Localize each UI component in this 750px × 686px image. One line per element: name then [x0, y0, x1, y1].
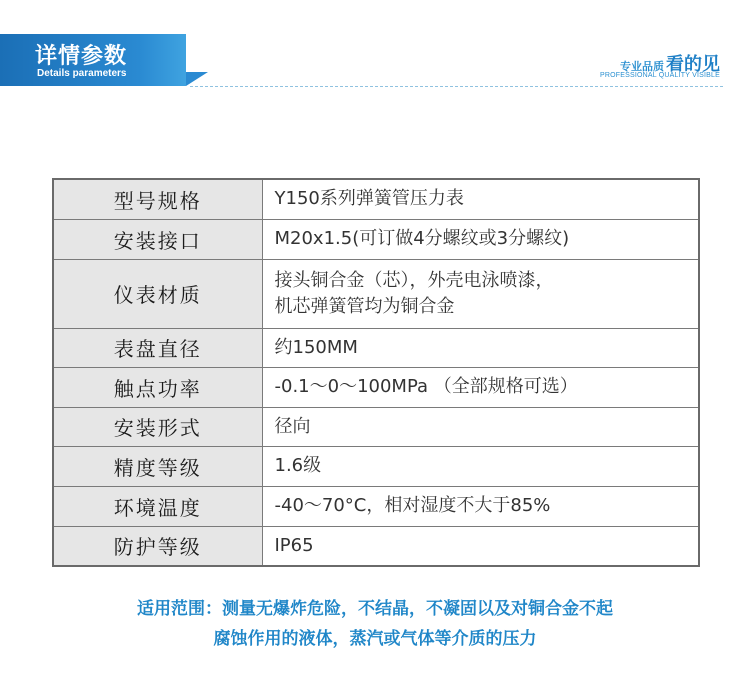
spec-label: 安装形式 [53, 407, 262, 446]
spec-value-line: M20x1.5(可订做4分螺纹或3分螺纹) [274, 228, 570, 249]
table-row [53, 259, 699, 328]
slogan-small: 专业品质 [620, 60, 664, 73]
spec-value [262, 407, 699, 446]
spec-value [262, 486, 699, 526]
spec-value-line: -0.1～0～100MPa （全部规格可选） [274, 376, 578, 397]
spec-table [52, 178, 700, 567]
spec-label: 仪表材质 [53, 259, 262, 328]
spec-value-line: Y150系列弹簧管压力表 [274, 188, 464, 210]
table-row [53, 328, 699, 367]
table-row [53, 526, 699, 566]
spec-label: 防护等级 [53, 526, 262, 566]
table-row [53, 367, 699, 407]
spec-value [262, 526, 699, 566]
spec-value [262, 367, 699, 407]
slogan-big: 看的见 [666, 54, 720, 75]
spec-label: 触点功率 [53, 367, 262, 407]
spec-value [262, 219, 699, 259]
spec-value [262, 328, 699, 367]
spec-label: 环境温度 [53, 486, 262, 526]
application-note [0, 594, 750, 654]
table-row [53, 486, 699, 526]
spec-value-line: 1.6级 [274, 455, 322, 476]
spec-value-line: -40～70°C，相对湿度不大于85% [274, 495, 551, 516]
spec-value [262, 259, 699, 328]
section-title: 详情参数 [35, 44, 128, 69]
section-subtitle: Details parameters [37, 68, 127, 79]
table-row [53, 446, 699, 486]
spec-label: 表盘直径 [53, 328, 262, 367]
note-line: 腐蚀作用的液体，蒸汽或气体等介质的压力 [213, 629, 537, 649]
spec-value-line: 机芯弹簧管均为铜合金 [274, 295, 455, 317]
spec-value-line: 接头铜合金（芯），外壳电泳喷漆， [274, 269, 554, 291]
header-divider [190, 86, 723, 87]
table-row [53, 219, 699, 259]
spec-label: 精度等级 [53, 446, 262, 486]
table-row [53, 179, 699, 219]
table-row [53, 407, 699, 446]
note-line: 适用范围：测量无爆炸危险，不结晶，不凝固以及对铜合金不起 [137, 599, 613, 619]
spec-value-line: 径向 [274, 415, 311, 437]
spec-value [262, 446, 699, 486]
slogan-english: PROFESSIONAL QUALITY VISIBLE [600, 72, 720, 79]
spec-value-line: IP65 [274, 534, 314, 556]
spec-label: 型号规格 [53, 179, 262, 219]
spec-label: 安装接口 [53, 219, 262, 259]
spec-value [262, 179, 699, 219]
spec-value-line: 约150MM [274, 336, 358, 358]
